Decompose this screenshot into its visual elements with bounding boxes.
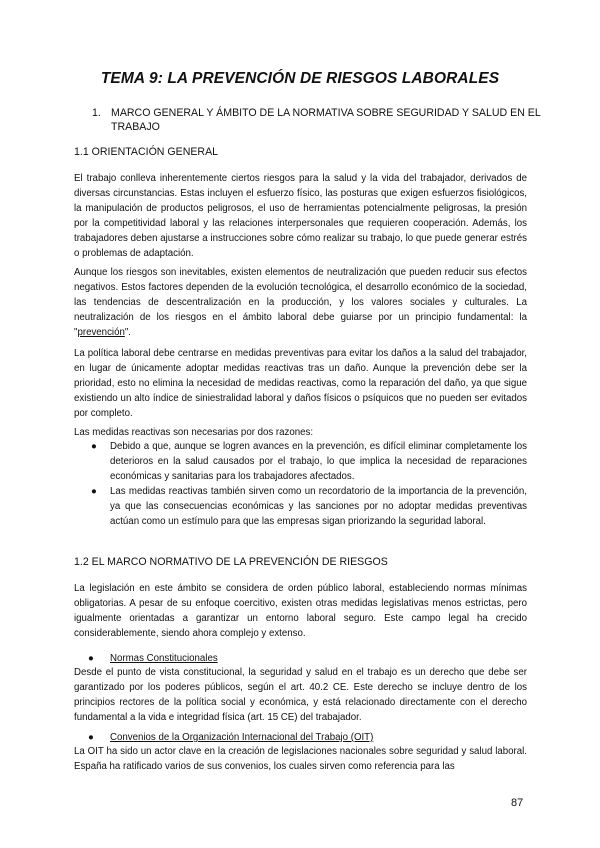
paragraph-2-text: Aunque los riesgos son inevitables, existen elementos de neutralización que pueden reducir sus efectos negativos. Estos factores dependen de la evolución tecnológica, el desarrollo económico de la sociedad, las tendencias de descentralización en la producción, y los valores sociales y culturales. La neutralización de los riesgos en el ámbito laboral debe guiarse por un principio fundamental: la " — [74, 267, 527, 338]
bullet-heading-oit — [88, 730, 373, 745]
bullet-heading-normas — [88, 651, 218, 666]
bullet-text: Las medidas reactivas también sirven como un recordatorio de la importancia de la prevención, ya que las consecuencias económicas y las sanciones por no adoptar medidas preventivas actúan como un estímulo para que las empresas sigan priorizando la seguridad laboral. — [110, 486, 527, 527]
paragraph-6: Desde el punto de vista constitucional, la seguridad y salud en el trabajo es un derecho que debe ser garantizado por los poderes públicos, según el art. 40.2 CE. Este derecho se incluye dentro de los principios rectores de la política social y económica, y está relacionado directamente con el derecho fundamental a la vida e integridad física (art. 15 CE) del trabajador. — [74, 667, 527, 723]
document-title: TEMA 9: LA PREVENCIÓN DE RIESGOS LABORALES — [100, 70, 500, 87]
paragraph-5: La legislación en este ámbito se considera de orden público laboral, estableciendo normas mínimas obligatorias. A pesar de su enfoque coercitivo, existen otras medidas legislativas menos estrictas, pero igualmente orientadas a garantizar un entorno laboral seguro. Este campo legal ha crecido considerablemente, siendo ahora complejo y extenso. — [74, 583, 527, 639]
paragraph-3: La política laboral debe centrarse en medidas preventivas para evitar los daños a la salud del trabajador, en lugar de únicamente adoptar medidas reactivas tras un daño. Aunque la prevención debe ser la prioridad, esto no elimina la necesidad de medidas reactivas, como la reparación del daño, ya que sigue existiendo un alto índice de siniestralidad laboral y daños físicos o psíquicos que no pueden ser evitados por completo. — [74, 348, 527, 419]
section-heading — [92, 106, 542, 134]
bullet-icon: ● — [91, 441, 97, 452]
bullet-text: Debido a que, aunque se logren avances en la prevención, es difícil eliminar completamente los deterioros en la salud causados por el trabajo, lo que implica la necesidad de reparaciones económicas y sanitarias para los trabajadores afectados. — [110, 441, 527, 482]
paragraph-1: El trabajo conlleva inherentemente ciertos riesgos para la salud y la vida del trabajador, derivados de diversas circunstancias. Estas incluyen el esfuerzo físico, las posturas que exigen esfuerzos fisiológicos, la manipulación de productos peligrosos, el uso de herramientas potencialmente peligrosas, la presión por la competitividad laboral y las relaciones interpersonales que requieren cooperación. Además, los trabajadores deben ajustarse a instrucciones sobre cómo realizar su trabajo, lo que puede generar estrés o problemas de adaptación. — [74, 173, 527, 259]
convenios-oit-heading: Convenios de la Organización Internacional del Trabajo (OIT) — [110, 732, 374, 743]
section-number: 1. — [92, 107, 101, 119]
list-item — [74, 484, 527, 529]
bullet-icon: ● — [91, 486, 97, 497]
bullet-list — [74, 439, 527, 529]
paragraph-2-end: ". — [124, 327, 131, 338]
page-number: 87 — [511, 797, 524, 809]
paragraph-7: La OIT ha sido un actor clave en la creación de legislaciones nacionales sobre seguridad y salud laboral. España ha ratificado varios de sus convenios, los cuales sirven como referencia para las — [74, 746, 527, 772]
section-heading-text: MARCO GENERAL Y ÁMBITO DE LA NORMATIVA SOBRE SEGURIDAD Y SALUD EN EL TRABAJO — [111, 107, 541, 133]
paragraph-4-intro: Las medidas reactivas son necesarias por dos razones: — [74, 427, 314, 438]
normas-constitucionales-heading: Normas Constitucionales — [110, 653, 218, 664]
prevencion-term: prevención — [77, 327, 125, 338]
list-item — [74, 439, 527, 484]
bullet-icon: ● — [88, 732, 94, 743]
subheading-orientacion: 1.1 ORIENTACIÓN GENERAL — [74, 146, 219, 158]
bullet-icon: ● — [88, 653, 94, 664]
subheading-marco-normativo: 1.2 EL MARCO NORMATIVO DE LA PREVENCIÓN DE RIESGOS — [74, 556, 388, 568]
paragraph-2 — [74, 265, 527, 340]
